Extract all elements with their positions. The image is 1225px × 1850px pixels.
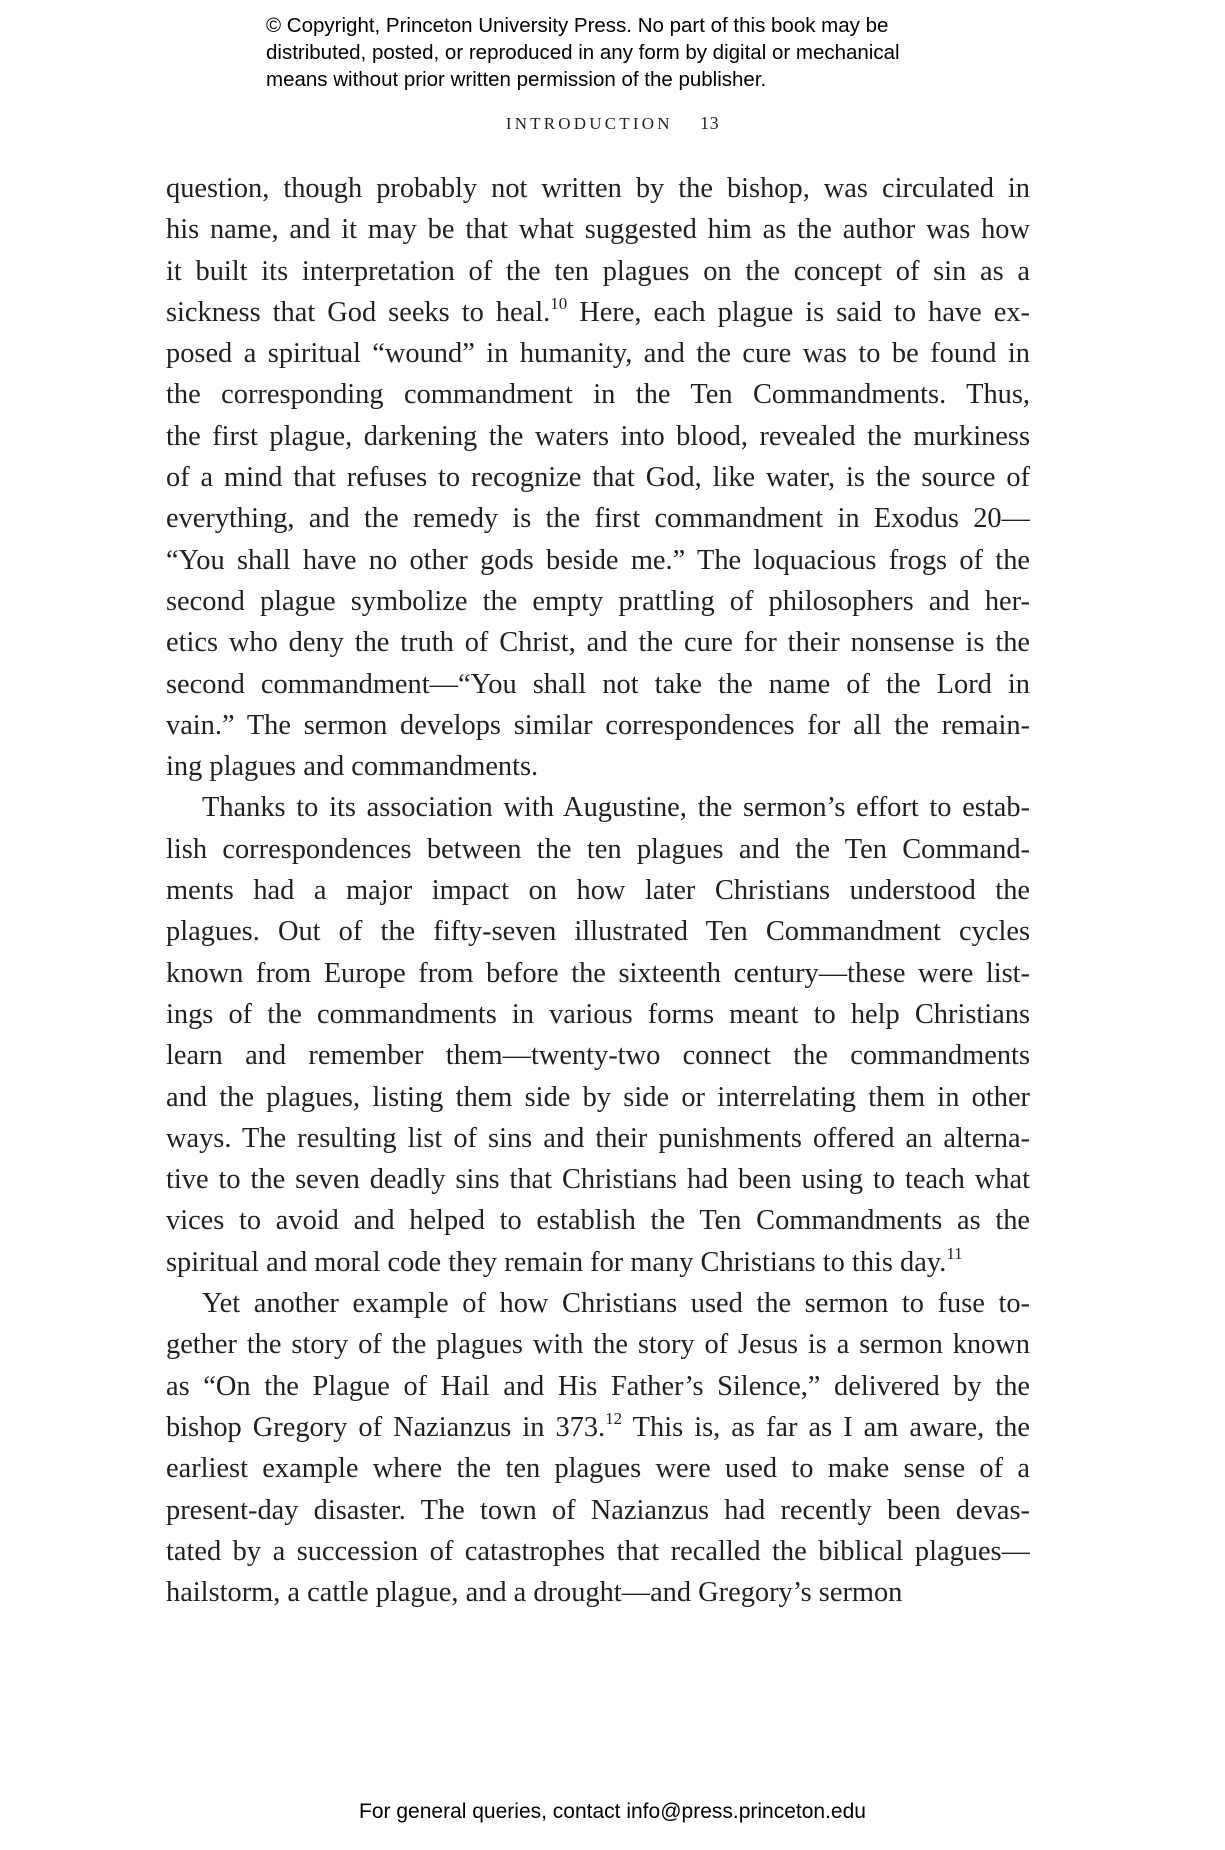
- footnote-marker: 11: [946, 1243, 963, 1263]
- text-line: ments had a major impact on how later Christians understood the: [166, 875, 1030, 907]
- text-line: the first plague, darkening the waters into blood, revealed the murkiness: [166, 420, 1030, 452]
- copyright-line: means without prior written permission of the publisher.: [266, 68, 767, 91]
- copyright-line: distributed, posted, or reproduced in any form by digital or mechanical: [266, 41, 900, 64]
- text-line: everything, and the remedy is the first commandment in Exodus 20—: [166, 503, 1030, 535]
- page-number: 13: [700, 113, 720, 133]
- text-line: known from Europe from before the sixteenth century—these were list-: [166, 957, 1030, 989]
- text-line: ings of the commandments in various forms meant to help Christians: [166, 998, 1030, 1030]
- text-line: “You shall have no other gods beside me.” The loquacious frogs of the: [166, 544, 1030, 576]
- paragraph: [166, 1283, 1030, 1613]
- text-line: present-day disaster. The town of Nazianzus had recently been devas-: [166, 1494, 1030, 1526]
- footnote-marker: 12: [605, 1408, 623, 1428]
- footnote-marker: 10: [550, 293, 568, 313]
- text-line: sickness that God seeks to heal.$^{10}$ Here, each plague is said to have ex-: [166, 293, 1030, 328]
- text-line: second commandment—“You shall not take the name of the Lord in: [166, 668, 1030, 700]
- text-line: gether the story of the plagues with the story of Jesus is a sermon known: [166, 1329, 1030, 1361]
- running-head: [0, 113, 1225, 134]
- text-line: spiritual and moral code they remain for many Christians to this day.$^{11}$: [166, 1243, 963, 1278]
- text-line: tive to the seven deadly sins that Christians had been using to teach what: [166, 1164, 1030, 1196]
- text-line: lish correspondences between the ten plagues and the Ten Command-: [166, 833, 1030, 865]
- text-line: tated by a succession of catastrophes that recalled the biblical plagues—: [166, 1535, 1030, 1567]
- text-line: vain.” The sermon develops similar correspondences for all the remain-: [166, 709, 1030, 741]
- chapter-title: INTRODUCTION: [505, 114, 673, 133]
- text-line: learn and remember them—twenty-two connect the commandments: [166, 1040, 1030, 1072]
- paragraph: [166, 787, 1030, 1283]
- text-line: earliest example where the ten plagues were used to make sense of a: [166, 1453, 1030, 1485]
- text-line: the corresponding commandment in the Ten Commandments. Thus,: [166, 379, 1030, 411]
- text-line: etics who deny the truth of Christ, and the cure for their nonsense is the: [166, 627, 1030, 659]
- text-line: second plague symbolize the empty prattling of philosophers and her-: [166, 585, 1030, 617]
- text-line: it built its interpretation of the ten plagues on the concept of sin as a: [166, 255, 1030, 287]
- text-line: Thanks to its association with Augustine, the sermon’s effort to estab-: [202, 792, 1030, 824]
- paragraph: [166, 168, 1030, 787]
- text-line: ing plagues and commandments.: [166, 751, 539, 783]
- body-text: [166, 168, 1030, 1613]
- text-line: and the plagues, listing them side by side or interrelating them in other: [166, 1081, 1030, 1113]
- text-line: posed a spiritual “wound” in humanity, and the cure was to be found in: [166, 338, 1030, 370]
- text-line: hailstorm, a cattle plague, and a drought—and Gregory’s sermon: [166, 1577, 903, 1609]
- text-line: bishop Gregory of Nazianzus in 373.12 This is, as far as I am aware, the: [166, 1408, 1030, 1443]
- text-line: as “On the Plague of Hail and His Father’s Silence,” delivered by the: [166, 1370, 1030, 1402]
- text-line: ways. The resulting list of sins and their punishments offered an alterna-: [166, 1122, 1030, 1154]
- footer-contact: For general queries, contact info@press.princeton.edu: [359, 1800, 866, 1823]
- text-line: plagues. Out of the fifty-seven illustrated Ten Commandment cycles: [166, 916, 1030, 948]
- text-line: vices to avoid and helped to establish the Ten Commandments as the: [166, 1205, 1030, 1237]
- copyright-notice: [266, 12, 1026, 93]
- text-line: Yet another example of how Christians used the sermon to fuse to-: [202, 1288, 1030, 1320]
- text-line: of a mind that refuses to recognize that God, like water, is the source of: [166, 462, 1030, 494]
- copyright-line: © Copyright, Princeton University Press. No part of this book may be: [266, 14, 889, 37]
- text-line: question, though probably not written by the bishop, was circulated in: [166, 173, 1030, 204]
- text-line: his name, and it may be that what suggested him as the author was how: [166, 214, 1030, 246]
